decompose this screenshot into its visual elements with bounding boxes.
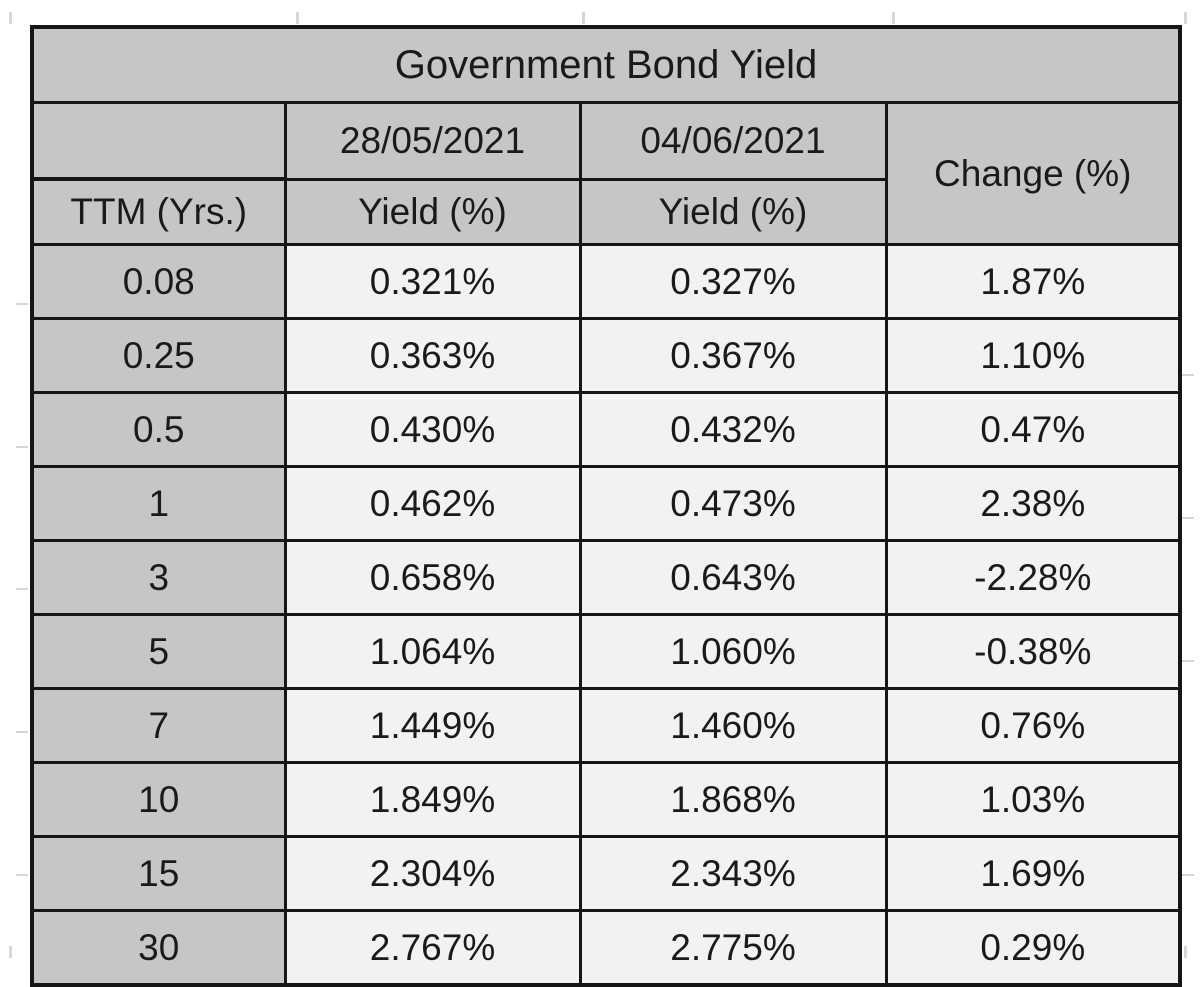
change-cell: -0.38% <box>886 615 1180 689</box>
change-cell: 1.10% <box>886 319 1180 393</box>
table-row <box>32 615 1180 689</box>
table-row <box>32 911 1180 986</box>
gridline-stub <box>1184 946 1187 958</box>
yield1-cell: 1.449% <box>285 689 580 763</box>
gridline-stub <box>16 731 28 733</box>
gridline-stub <box>16 588 28 590</box>
change-cell: -2.28% <box>886 541 1180 615</box>
gridline-stub <box>296 12 299 24</box>
header-yield-1: Yield (%) <box>285 179 580 245</box>
header-yield-2: Yield (%) <box>580 179 886 245</box>
ttm-cell: 30 <box>32 911 285 986</box>
table-row <box>32 245 1180 319</box>
bond-yield-table <box>30 25 1182 987</box>
header-empty-cell <box>32 103 285 180</box>
yield2-cell: 1.060% <box>580 615 886 689</box>
ttm-cell: 0.5 <box>32 393 285 467</box>
yield2-cell: 0.473% <box>580 467 886 541</box>
table-row <box>32 763 1180 837</box>
yield1-cell: 0.363% <box>285 319 580 393</box>
gridline-stub <box>582 12 585 24</box>
gridline-stub <box>1182 660 1194 662</box>
gridline-stub <box>9 12 12 24</box>
change-cell: 0.29% <box>886 911 1180 986</box>
yield1-cell: 0.658% <box>285 541 580 615</box>
ttm-cell: 0.08 <box>32 245 285 319</box>
table-row <box>32 319 1180 393</box>
ttm-cell: 10 <box>32 763 285 837</box>
gridline-stub <box>1182 874 1194 876</box>
ttm-cell: 7 <box>32 689 285 763</box>
ttm-cell: 3 <box>32 541 285 615</box>
gridline-stub <box>892 12 895 24</box>
gridline-stub <box>1182 374 1194 376</box>
table-title: Government Bond Yield <box>32 27 1180 103</box>
header-date-2: 04/06/2021 <box>580 103 886 180</box>
yield2-cell: 0.327% <box>580 245 886 319</box>
change-cell: 2.38% <box>886 467 1180 541</box>
yield1-cell: 1.849% <box>285 763 580 837</box>
ttm-cell: 15 <box>32 837 285 911</box>
gridline-stub <box>9 946 12 958</box>
header-change: Change (%) <box>886 103 1180 245</box>
yield1-cell: 1.064% <box>285 615 580 689</box>
yield2-cell: 1.868% <box>580 763 886 837</box>
gridline-stub <box>1182 517 1194 519</box>
change-cell: 1.03% <box>886 763 1180 837</box>
yield2-cell: 2.343% <box>580 837 886 911</box>
header-date-1: 28/05/2021 <box>285 103 580 180</box>
yield1-cell: 0.321% <box>285 245 580 319</box>
yield2-cell: 2.775% <box>580 911 886 986</box>
change-cell: 0.47% <box>886 393 1180 467</box>
gridline-stub <box>16 874 28 876</box>
gridline-stub <box>1184 12 1187 24</box>
table-row <box>32 393 1180 467</box>
gridline-stub <box>16 446 28 448</box>
yield1-cell: 0.462% <box>285 467 580 541</box>
yield1-cell: 2.767% <box>285 911 580 986</box>
yield2-cell: 1.460% <box>580 689 886 763</box>
ttm-cell: 1 <box>32 467 285 541</box>
yield1-cell: 2.304% <box>285 837 580 911</box>
ttm-cell: 5 <box>32 615 285 689</box>
ttm-cell: 0.25 <box>32 319 285 393</box>
gridline-stub <box>16 303 28 305</box>
table-row <box>32 689 1180 763</box>
table-row <box>32 467 1180 541</box>
yield2-cell: 0.643% <box>580 541 886 615</box>
yield1-cell: 0.430% <box>285 393 580 467</box>
change-cell: 0.76% <box>886 689 1180 763</box>
table-row <box>32 541 1180 615</box>
change-cell: 1.69% <box>886 837 1180 911</box>
change-cell: 1.87% <box>886 245 1180 319</box>
header-ttm: TTM (Yrs.) <box>32 179 285 245</box>
yield2-cell: 0.432% <box>580 393 886 467</box>
yield2-cell: 0.367% <box>580 319 886 393</box>
table-row <box>32 837 1180 911</box>
